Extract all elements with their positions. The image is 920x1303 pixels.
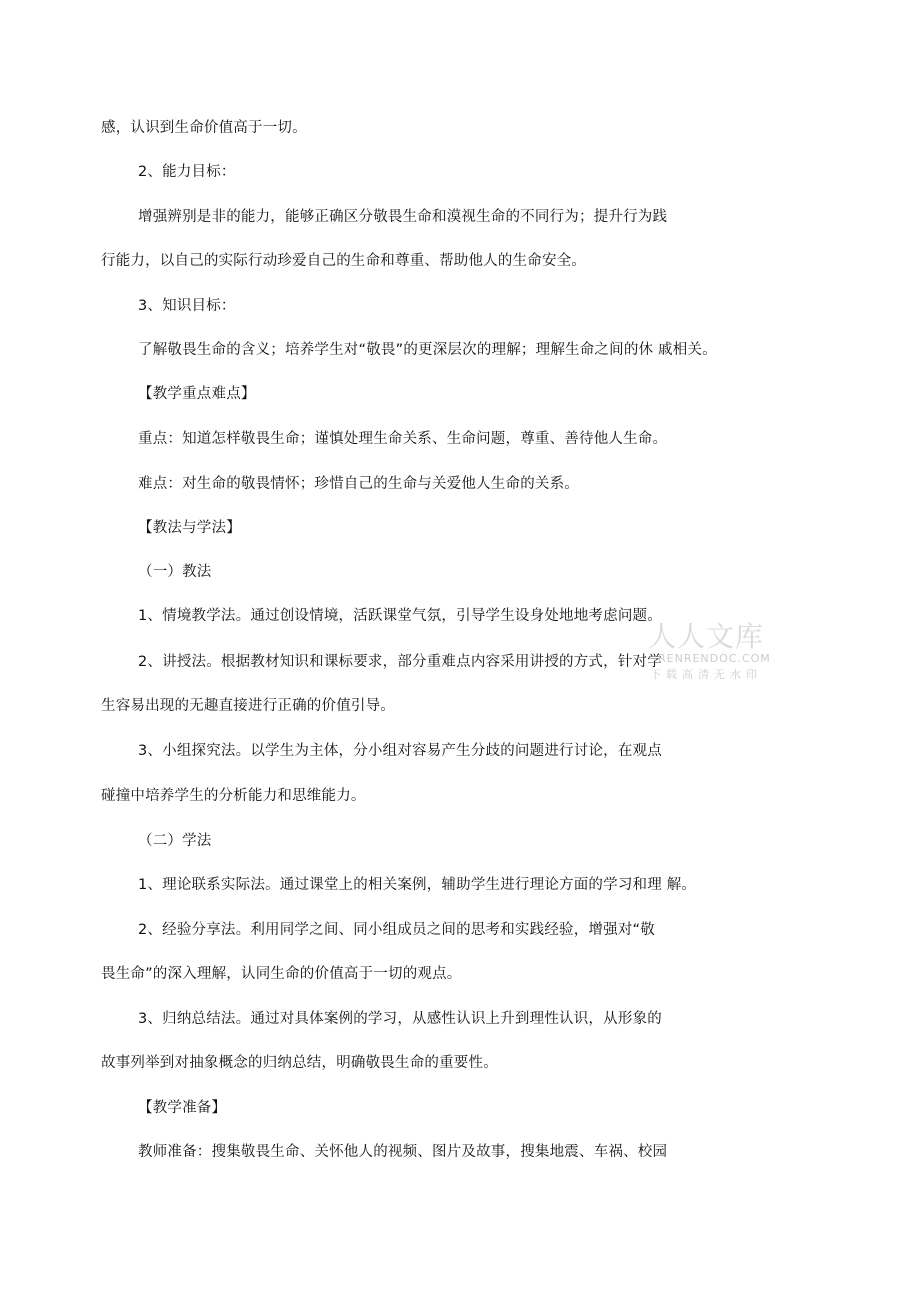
- watermark-domain: RENRENDOC.COM: [658, 652, 771, 665]
- heading-ability-goal: 2、能力目标：: [138, 164, 236, 180]
- text-line-4: 行能力，以自己的实际行动珍爱自己的生命和尊重、帮助他人的生命安全。: [101, 253, 587, 269]
- text-line-14: 生容易出现的无趣直接进行正确的价值引导。: [101, 698, 395, 714]
- watermark-title: 人人文库: [648, 620, 765, 653]
- heading-key-points: 【教学重点难点】: [138, 386, 256, 402]
- heading-teaching-methods: （一）教法: [138, 564, 212, 580]
- text-line-6: 了解敬畏生命的含义；培养学生对“敬畏”的更深层次的理解；理解生命之间的休 戚相关。: [138, 342, 717, 358]
- text-line-19: 2、经验分享法。利用同学之间、同小组成员之间的思考和实践经验，增强对“敬: [138, 922, 655, 938]
- text-line-18: 1、理论联系实际法。通过课堂上的相关案例，辅助学生进行理论方面的学习和理 解。: [138, 877, 697, 893]
- text-line-21: 3、归纳总结法。通过对具体案例的学习，从感性认识上升到理性认识，从形象的: [138, 1011, 662, 1027]
- text-line-13: 2、讲授法。根据教材知识和课标要求，部分重难点内容采用讲授的方式，针对学: [138, 654, 662, 670]
- heading-methods: 【教法与学法】: [138, 520, 241, 536]
- text-line-8: 重点：知道怎样敬畏生命；谨慎处理生命关系、生命问题，尊重、善待他人生命。: [138, 431, 668, 447]
- text-line-16: 碰撞中培养学生的分析能力和思维能力。: [101, 788, 366, 804]
- text-line-1: 感，认识到生命价值高于一切。: [101, 120, 307, 136]
- heading-learning-methods: （二）学法: [138, 833, 212, 849]
- text-line-15: 3、小组探究法。以学生为主体，分小组对容易产生分歧的问题进行讨论，在观点: [138, 743, 662, 759]
- watermark-subtitle: 下载高清无水印: [650, 668, 762, 681]
- text-line-9: 难点：对生命的敬畏情怀；珍惜自己的生命与关爱他人生命的关系。: [138, 476, 579, 492]
- text-line-22: 故事列举到对抽象概念的归纳总结，明确敬畏生命的重要性。: [101, 1055, 498, 1071]
- text-line-20: 畏生命”的深入理解，认同生命的价值高于一切的观点。: [101, 966, 462, 982]
- text-line-12: 1、情境教学法。通过创设情境，活跃课堂气氛，引导学生设身处地地考虑问题。: [138, 608, 662, 624]
- text-line-24: 教师准备：搜集敬畏生命、关怀他人的视频、图片及故事，搜集地震、车祸、校园: [138, 1144, 668, 1160]
- watermark: [648, 620, 778, 684]
- text-line-3: 增强辨别是非的能力，能够正确区分敬畏生命和漠视生命的不同行为；提升行为践: [138, 209, 668, 225]
- heading-knowledge-goal: 3、知识目标：: [138, 298, 236, 314]
- heading-preparation: 【教学准备】: [138, 1100, 227, 1116]
